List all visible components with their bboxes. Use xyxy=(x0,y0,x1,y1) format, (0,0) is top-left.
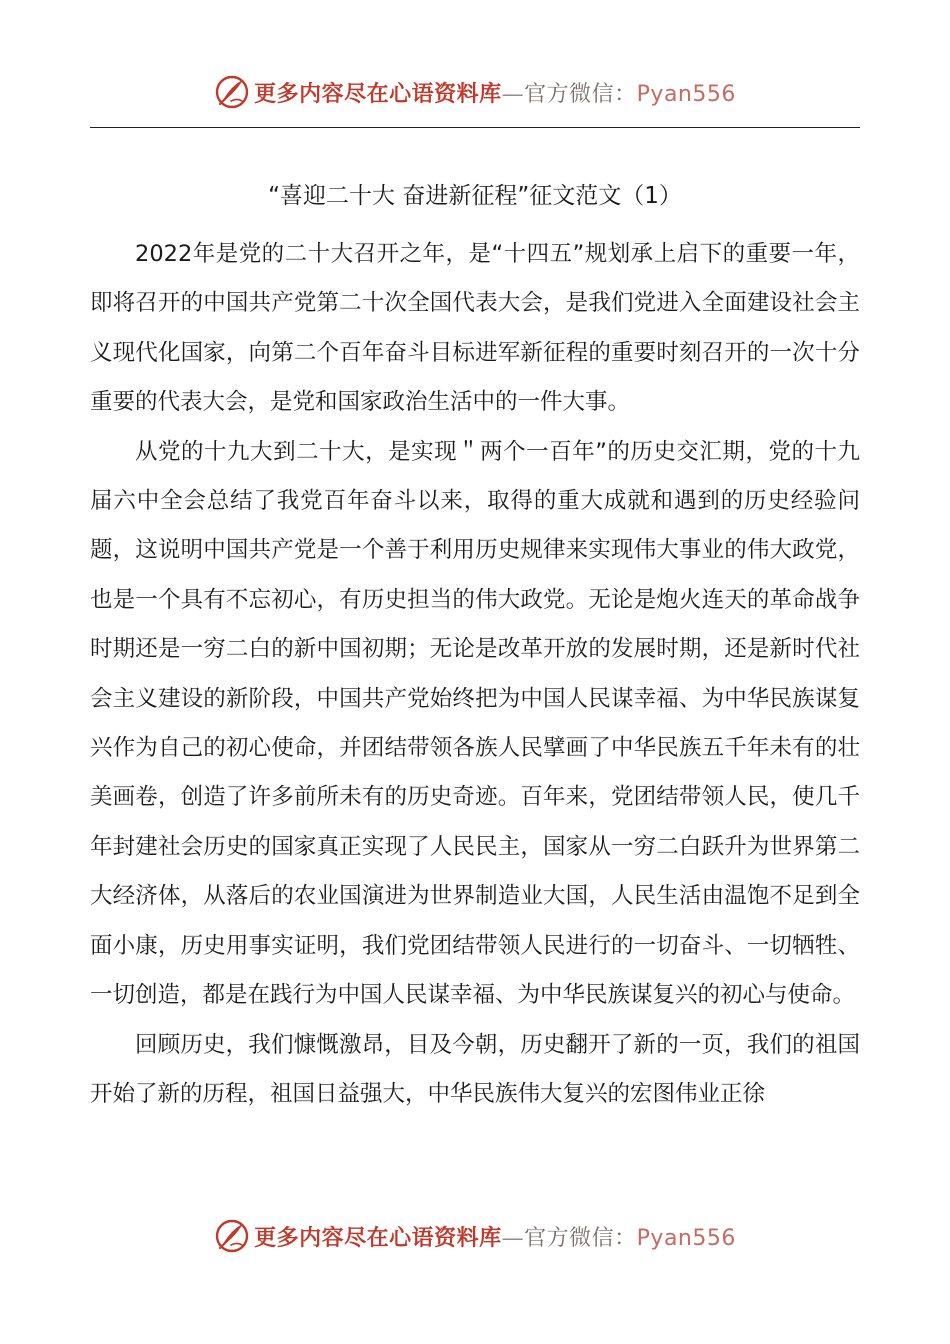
document-title: “喜迎二十大 奋进新征程”征文范文（1） xyxy=(268,183,682,209)
header-separator: — xyxy=(501,81,525,107)
footer-wechat-label: 官方微信： xyxy=(524,1225,637,1251)
header-wechat-id: Pyan556 xyxy=(636,81,736,107)
document-body xyxy=(90,230,860,1119)
footer-separator: — xyxy=(501,1225,525,1251)
footer-brand: 更多内容尽在心语资料库 xyxy=(254,1224,502,1251)
header-brand: 更多内容尽在心语资料库 xyxy=(254,80,502,107)
paragraph-1: 2022年是党的二十大召开之年，是“十四五”规划承上启下的重要一年，即将召开的中国共产党第二十次全国代表大会，是我们党进入全面建设社会主义现代化国家，向第二个百年奋斗目标进军新征程的重要时刻召开的一次十分重要的代表大会，是党和国家政治生活中的一件大事。 xyxy=(90,241,860,416)
footer-banner-text xyxy=(254,1221,736,1252)
footer-wechat-id: Pyan556 xyxy=(636,1225,736,1251)
quill-pen-logo-icon xyxy=(214,1218,250,1254)
header-divider xyxy=(90,127,860,128)
paragraph-3: 回顾历史，我们慷慨激昂，目及今朝，历史翻开了新的一页，我们的祖国开始了新的历程，祖国日益强大，中华民族伟大复兴的宏图伟业正徐 xyxy=(90,1031,860,1107)
header-banner-text xyxy=(254,77,736,108)
header-banner xyxy=(0,70,950,114)
quill-pen-logo-icon xyxy=(214,74,250,110)
footer-banner xyxy=(0,1214,950,1258)
header-wechat-label: 官方微信： xyxy=(524,81,637,107)
paragraph-2: 从党的十九大到二十大，是实现＂两个一百年”的历史交汇期，党的十九届六中全会总结了我党百年奋斗以来，取得的重大成就和遇到的历史经验问题，这说明中国共产党是一个善于利用历史规律来实现伟大事业的伟大政党，也是一个具有不忘初心，有历史担当的伟大政党。无论是炮火连天的革命战争时期还是一穷二白的新中国初期；无论是改革开放的发展时期，还是新时代社会主义建设的新阶段，中国共产党始终把为中国人民谋幸福、为中华民族谋复兴作为自己的初心使命，并团结带领各族人民擘画了中华民族五千年未有的壮美画卷，创造了许多前所未有的历史奇迹。百年来，党团结带领人民，使几千年封建社会历史的国家真正实现了人民民主，国家从一穷二白跃升为世界第二大经济体，从落后的农业国演进为世界制造业大国，人民生活由温饱不足到全面小康，历史用事实证明，我们党团结带领人民进行的一切奋斗、一切牺牲、一切创造，都是在践行为中国人民谋幸福、为中华民族谋复兴的初心与使命。 xyxy=(90,438,860,1009)
